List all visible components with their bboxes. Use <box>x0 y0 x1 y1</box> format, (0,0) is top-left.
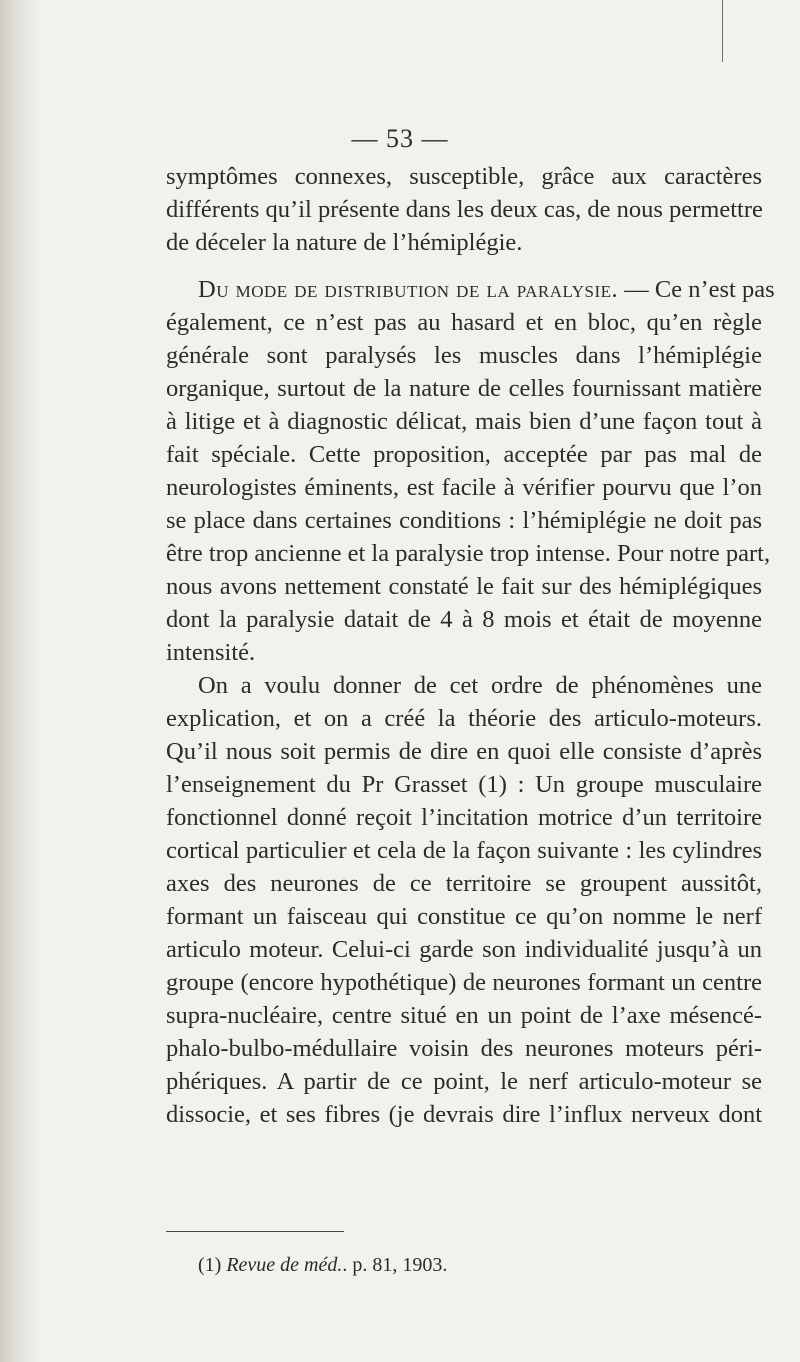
paragraph-3-line-14: dissocie, et ses fibres (je devrais dire l’influx nerveux dont <box>166 1101 762 1128</box>
paragraph-3-line-12: phalo-bulbo-médullaire voisin des neurones moteurs péri- <box>166 1035 762 1062</box>
paragraph-3-line-6: cortical particulier et cela de la façon suivante : les cylindres <box>166 837 762 864</box>
paragraph-2-line-8: se place dans certaines conditions : l’hémiplégie ne doit pas <box>166 507 762 534</box>
paragraph-2-first-line-rest: — Ce n’est pas <box>624 276 775 303</box>
paragraph-3-line-4: l’enseignement du Pr Grasset (1) : Un groupe musculaire <box>166 771 762 798</box>
paragraph-3-line-7: axes des neurones de ce territoire se groupent aussitôt, <box>166 870 762 897</box>
paragraph-3-line-8: formant un faisceau qui constitue ce qu’on nomme le nerf <box>166 903 762 930</box>
paragraph-2-line-2: également, ce n’est pas au hasard et en bloc, qu’en règle <box>166 309 762 336</box>
paragraph-2-line-9: être trop ancienne et la paralysie trop intense. Pour notre part, <box>166 540 771 567</box>
paragraph-2-line-10: nous avons nettement constaté le fait sur des hémiplégiques <box>166 573 762 600</box>
paragraph-2-line-3: générale sont paralysés les muscles dans l’hémiplégie <box>166 342 762 369</box>
paragraph-1-line-1: symptômes connexes, susceptible, grâce aux caractères <box>166 163 762 190</box>
paragraph-3-line-9: articulo moteur. Celui-ci garde son individualité jusqu’à un <box>166 936 762 963</box>
paragraph-3-line-1: On a voulu donner de cet ordre de phénomènes une <box>198 672 762 699</box>
page-number: — 53 — <box>351 124 449 153</box>
paragraph-3-line-10: groupe (encore hypothétique) de neurones formant un centre <box>166 969 762 996</box>
page-spine-shadow <box>0 0 42 1362</box>
paragraph-2-line-4: organique, surtout de la nature de celles fournissant matière <box>166 375 762 402</box>
paragraph-1-line-2: différents qu’il présente dans les deux cas, de nous permettre <box>166 196 763 223</box>
footnote-rule <box>166 1231 344 1232</box>
paragraph-2-line-12: intensité. <box>166 639 256 666</box>
page-edge-mark <box>722 0 723 62</box>
paragraph-2-line-6: fait spéciale. Cette proposition, acceptée par pas mal de <box>166 441 762 468</box>
paragraph-3-line-13: phériques. A partir de ce point, le nerf articulo-moteur se <box>166 1068 762 1095</box>
footnote-citation: . p. 81, 1903. <box>342 1254 448 1276</box>
paragraph-3-line-5: fonctionnel donné reçoit l’incitation motrice d’un territoire <box>166 804 762 831</box>
footnote-marker: (1) <box>198 1254 222 1276</box>
paragraph-2-line-1 <box>198 273 775 306</box>
section-heading: Du mode de distribution de la paralysie. <box>198 276 619 303</box>
paragraph-1-line-3: de déceler la nature de l’hémiplégie. <box>166 229 523 256</box>
paragraph-3-line-11: supra-nucléaire, centre situé en un point de l’axe mésencé- <box>166 1002 762 1029</box>
footnote <box>198 1252 447 1278</box>
paragraph-2-line-5: à litige et à diagnostic délicat, mais bien d’une façon tout à <box>166 408 762 435</box>
paragraph-3-line-3: Qu’il nous soit permis de dire en quoi elle consiste d’après <box>166 738 762 765</box>
paragraph-2-line-7: neurologistes éminents, est facile à vérifier pourvu que l’on <box>166 474 762 501</box>
paragraph-2-line-11: dont la paralysie datait de 4 à 8 mois et était de moyenne <box>166 606 762 633</box>
footnote-journal: Revue de méd. <box>226 1254 343 1276</box>
paragraph-3-line-2: explication, et on a créé la théorie des articulo-moteurs. <box>166 705 762 732</box>
